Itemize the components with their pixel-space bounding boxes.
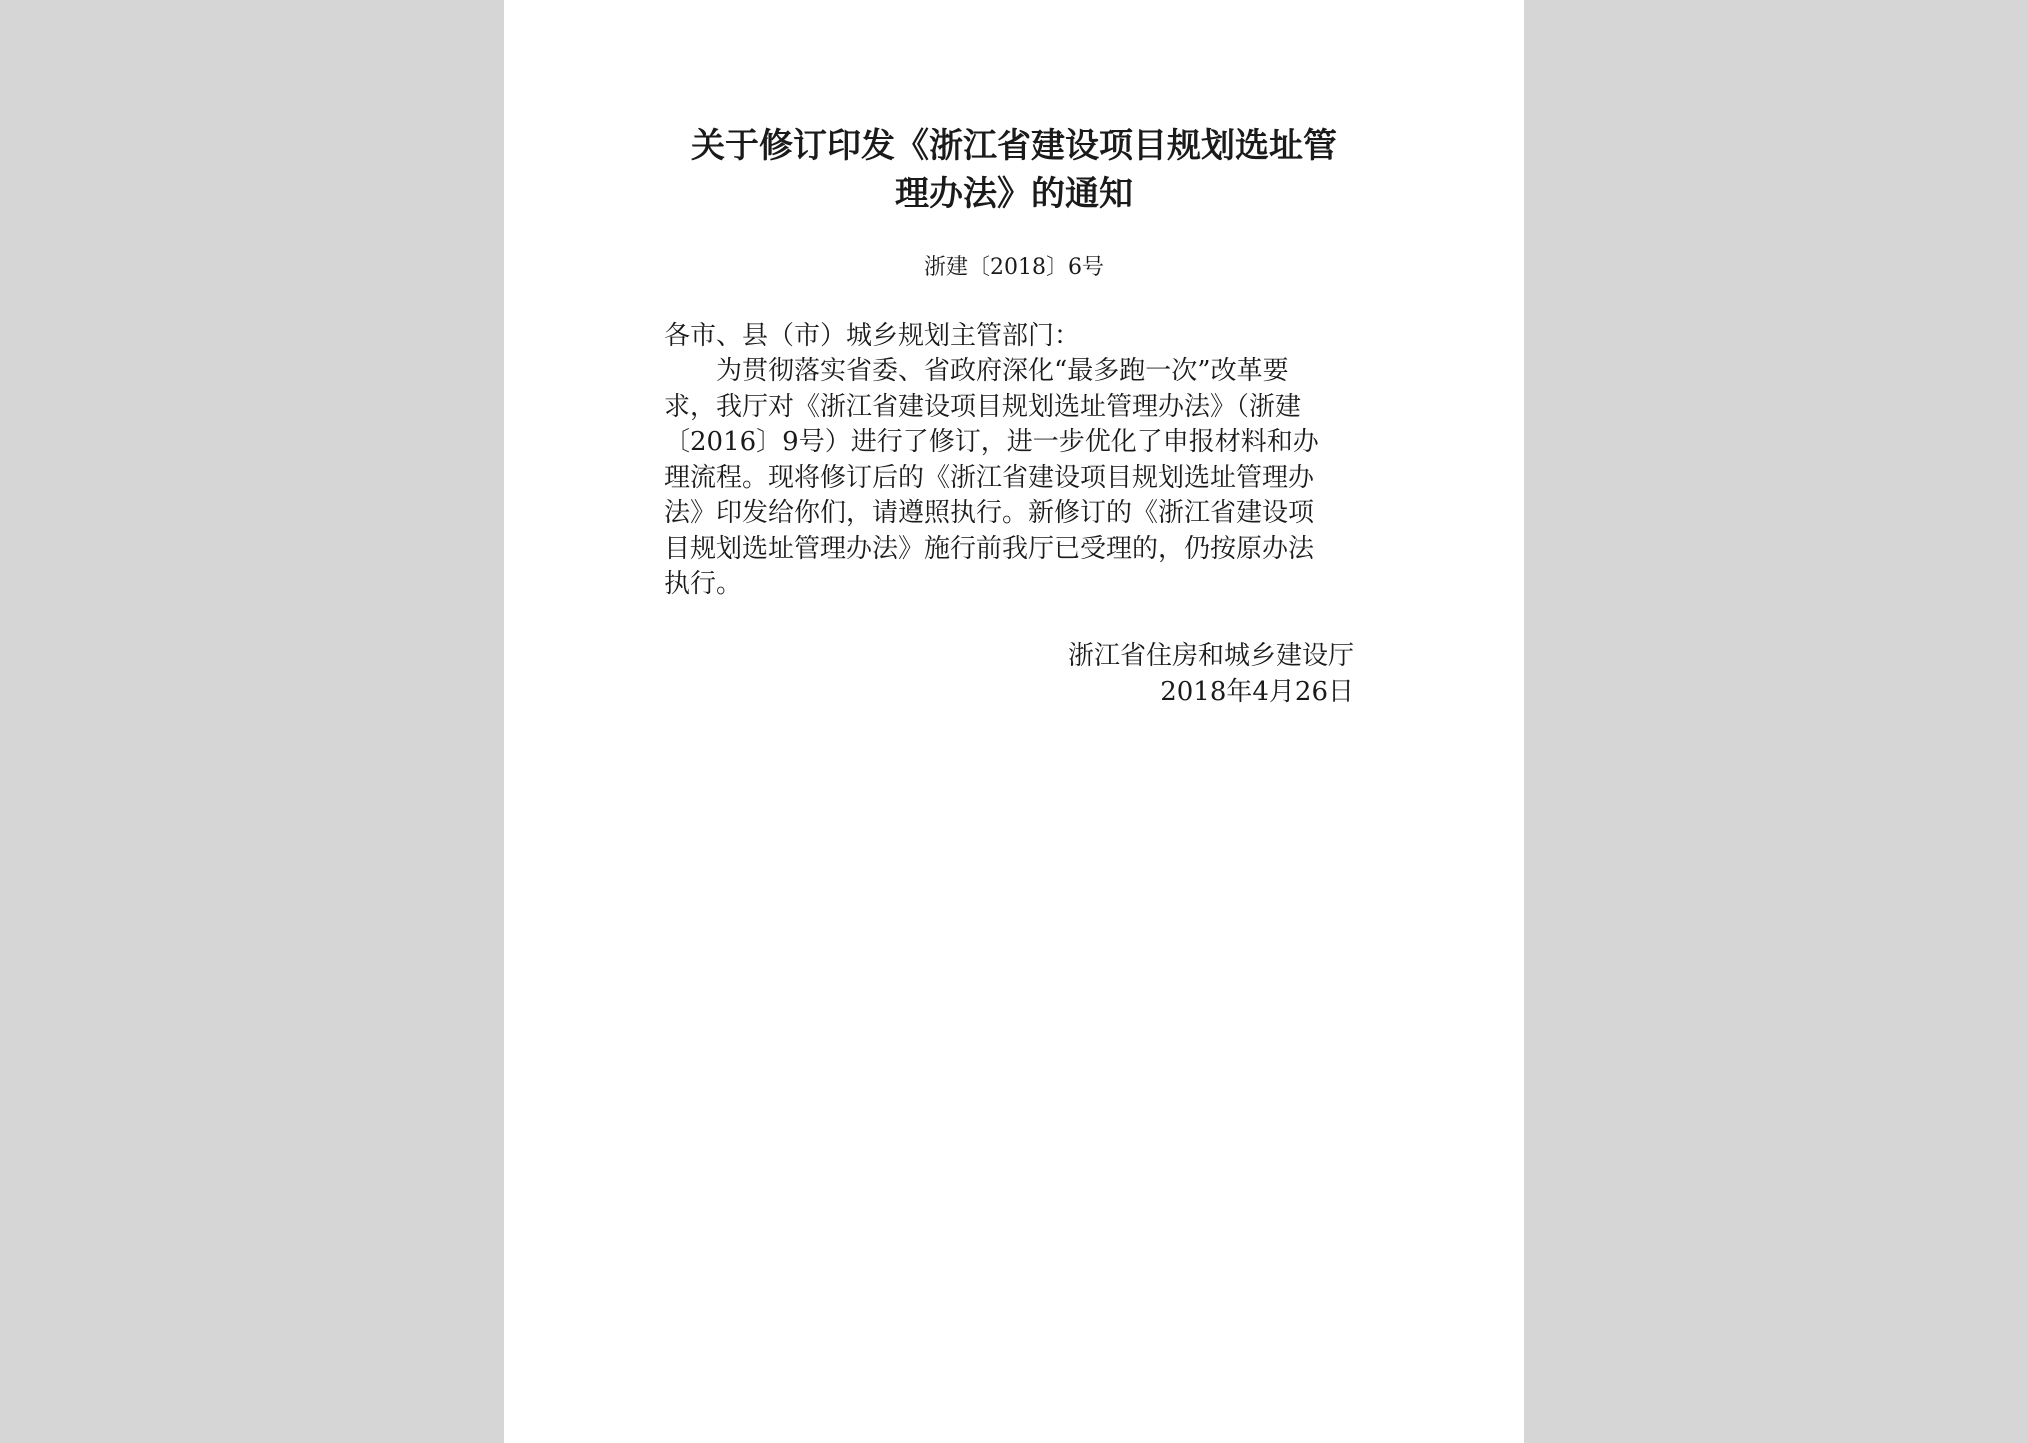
document-title: [654, 122, 1374, 218]
body-line: 执行。: [664, 569, 743, 599]
document-page: [504, 0, 1524, 1443]
body-line: 法》印发给你们，请遵照执行。新修订的《浙江省建设项: [664, 498, 1315, 528]
body-line: 为贯彻落实省委、省政府深化“最多跑一次”改革要: [716, 356, 1289, 386]
issue-date: 2018年4月26日: [1160, 677, 1354, 707]
body-line: 理流程。现将修订后的《浙江省建设项目规划选址管理办: [664, 462, 1315, 493]
document-number: 浙建〔2018〕6号: [924, 255, 1104, 280]
body-line: 目规划选址管理办法》施行前我厅已受理的，仍按原办法: [664, 533, 1315, 564]
salutation: 各市、县（市）城乡规划主管部门：: [664, 321, 1081, 351]
body-paragraph: [664, 354, 1364, 603]
title-line: 理办法》的通知: [895, 174, 1133, 214]
signature-block: [1068, 638, 1354, 710]
title-line: 关于修订印发《浙江省建设项目规划选址管: [691, 126, 1337, 166]
body-line: 求，我厅对《浙江省建设项目规划选址管理办法》（浙建: [664, 391, 1302, 422]
body-line: 〔2016〕9号）进行了修订，进一步优化了申报材料和办: [664, 427, 1319, 457]
issuer: 浙江省住房和城乡建设厅: [1067, 641, 1354, 671]
